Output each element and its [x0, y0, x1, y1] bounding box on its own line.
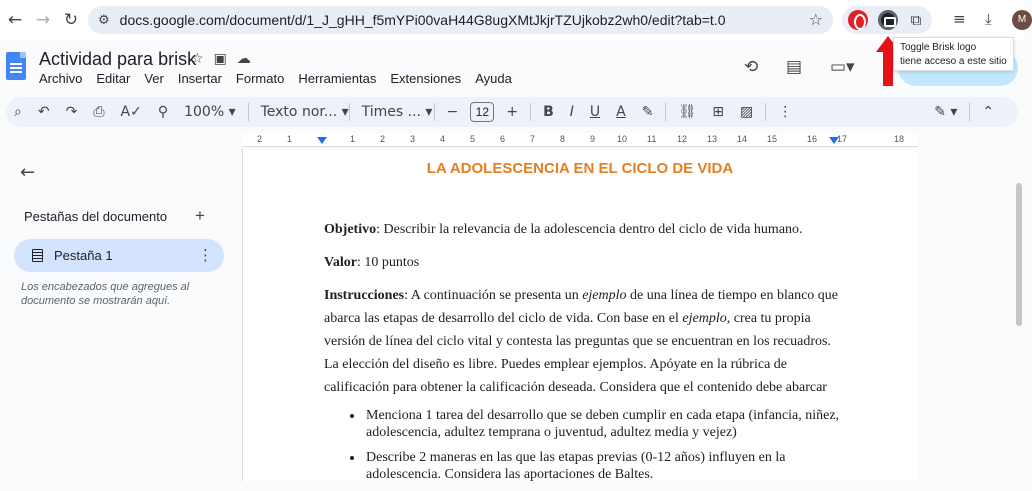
text-color-icon[interactable]: A: [616, 104, 626, 120]
menu-bar: [39, 71, 526, 86]
opera-extension-icon[interactable]: [848, 10, 868, 30]
ruler-tick: 10: [617, 134, 628, 144]
zoom-select[interactable]: 100% ▾: [184, 104, 236, 120]
ruler-tick: 18: [894, 134, 905, 144]
menu-ayuda[interactable]: Ayuda: [475, 71, 512, 86]
ruler-tick: 9: [590, 134, 596, 144]
menu-formato[interactable]: Formato: [235, 71, 285, 86]
style-select[interactable]: Texto nor... ▾: [260, 104, 349, 120]
instrucciones-text: , crea tu propia versión de línea del ciclo vital y contesta las preguntas que se encuentran en los recuadros. La elección del diseño es libre. Puedes emplear ejemplos. Apóyate en la rúbrica de calificación para obtener la calificación deseada. Considera que el contenido debe abarcar: [324, 311, 831, 395]
style-value: Texto nor...: [260, 104, 338, 120]
font-value: Times ...: [361, 104, 421, 120]
ruler-tick: 3: [410, 134, 416, 144]
sidebar-tab-item[interactable]: [14, 239, 224, 272]
ruler-tick: 11: [647, 134, 657, 144]
tooltip: [893, 37, 1014, 71]
objetivo-paragraph: [324, 218, 844, 241]
menu-editar[interactable]: Editar: [96, 71, 131, 86]
page-divider: [242, 148, 243, 481]
ruler-tick: 14: [737, 134, 748, 144]
site-info-icon[interactable]: ⚙: [98, 12, 110, 28]
valor-label: Valor: [324, 255, 357, 270]
ruler-tick: 4: [440, 134, 446, 144]
right-indent-marker[interactable]: [829, 137, 839, 144]
highlight-icon[interactable]: ✎: [641, 104, 654, 120]
ruler-tick: 16: [807, 134, 818, 144]
redo-icon[interactable]: ↷: [65, 104, 78, 120]
toolbar-divider: [434, 103, 435, 121]
tooltip-line1: Toggle Brisk logo: [900, 42, 977, 53]
ruler-tick: 17: [837, 134, 848, 144]
sidebar-heading: Pestañas del documento: [24, 209, 168, 224]
ruler-tick: 1: [287, 134, 293, 144]
download-icon[interactable]: ⤓: [985, 10, 992, 28]
objetivo-label: Objetivo: [324, 222, 377, 237]
list-item: • Describe 2 maneras en las que las etapas previas (0-12 años) influyen en la adolescencia. Considera las aportaciones de Baltes.: [364, 449, 844, 483]
print-icon[interactable]: ⎙: [93, 104, 105, 120]
ruler-tick: 13: [707, 134, 718, 144]
italic-icon[interactable]: I: [569, 104, 574, 120]
ruler-tick: 6: [500, 134, 506, 144]
doc-body: [324, 218, 844, 491]
font-select[interactable]: Times ... ▾: [361, 104, 433, 120]
browser-toolbar: [0, 0, 1027, 40]
valor-paragraph: [324, 251, 844, 274]
paint-format-icon[interactable]: ⚲: [157, 104, 169, 120]
ruler-tick: 7: [530, 134, 536, 144]
tab-label: Pestaña 1: [54, 248, 113, 263]
forward-arrow-icon[interactable]: →: [35, 10, 51, 30]
doc-heading: LA ADOLESCENCIA EN EL CICLO DE VIDA: [426, 160, 734, 177]
docs-logo-icon[interactable]: [6, 52, 26, 80]
ruler-tick: 8: [560, 134, 566, 144]
toolbar-divider: [665, 103, 666, 121]
font-size-input[interactable]: 12: [470, 102, 494, 122]
toolbar-divider: [530, 103, 531, 121]
comments-icon[interactable]: ▤: [786, 57, 803, 77]
ruler[interactable]: [242, 133, 918, 147]
reload-icon[interactable]: ↻: [63, 10, 79, 30]
bold-icon[interactable]: B: [543, 104, 554, 120]
ruler-tick: 2: [257, 134, 263, 144]
content-bullet-list: [364, 407, 844, 483]
address-bar[interactable]: [88, 6, 833, 34]
ruler-tick: 2: [380, 134, 386, 144]
add-tab-icon[interactable]: +: [195, 206, 205, 225]
toolbar-divider: [349, 103, 350, 121]
search-menus-icon[interactable]: ⌕: [14, 104, 22, 120]
ruler-tick: 5: [470, 134, 476, 144]
document-tabs-sidebar: [0, 148, 242, 481]
collapse-menus-icon[interactable]: ⌃: [982, 104, 995, 120]
left-indent-marker[interactable]: [317, 137, 327, 144]
instrucciones-label: Instrucciones: [324, 288, 405, 303]
menu-archivo[interactable]: Archivo: [39, 71, 83, 86]
ruler-tick: 15: [767, 134, 778, 144]
vertical-scrollbar[interactable]: [1016, 183, 1022, 326]
tab-more-icon[interactable]: ⋮: [198, 246, 213, 264]
instrucciones-text: : A continuación se presenta un: [404, 288, 583, 303]
cloud-status-icon[interactable]: ☁: [236, 51, 261, 67]
ruler-tick: 12: [677, 134, 688, 144]
extensions-puzzle-icon[interactable]: ⧉: [910, 11, 922, 29]
underline-icon[interactable]: U: [589, 104, 601, 120]
toolbar-divider: [248, 103, 249, 121]
increase-font-size-icon[interactable]: +: [506, 104, 519, 120]
instrucciones-emphasis: ejemplo: [582, 288, 627, 303]
zoom-value: 100%: [184, 104, 225, 120]
toolbar-divider: [765, 103, 766, 121]
move-folder-icon[interactable]: ▣: [213, 51, 237, 67]
back-arrow-icon[interactable]: ←: [7, 10, 23, 30]
menu-herramientas[interactable]: Herramientas: [298, 71, 377, 86]
more-options-icon[interactable]: ⋮: [778, 104, 793, 120]
insert-image-icon[interactable]: ▨: [739, 104, 754, 120]
url-text[interactable]: docs.google.com/document/d/1_J_gHH_f5mYPi00vaH44G8ugXMtJkjrTZUjkobz2wh0/edit?tab=t.0: [119, 12, 726, 28]
instrucciones-emphasis: ejemplo: [682, 311, 727, 326]
menu-extensiones[interactable]: Extensiones: [390, 71, 462, 86]
title-icons: [191, 51, 261, 67]
undo-icon[interactable]: ↶: [37, 104, 50, 120]
format-toolbar: [6, 97, 1018, 127]
instrucciones-paragraph: [324, 284, 844, 399]
editing-mode-icon[interactable]: ✎ ▾: [934, 104, 958, 120]
menu-insertar[interactable]: Insertar: [177, 71, 222, 86]
extensions-area: [842, 6, 932, 34]
add-comment-icon[interactable]: ⊞: [712, 104, 724, 120]
menu-ver[interactable]: Ver: [144, 71, 164, 86]
document-icon: [32, 249, 43, 262]
ruler-tick: 1: [350, 134, 356, 144]
toolbar-divider: [969, 103, 970, 121]
doc-header: [0, 40, 1024, 96]
doc-title[interactable]: Actividad para brisk: [39, 49, 197, 69]
reading-list-icon[interactable]: ≡: [953, 10, 966, 28]
decrease-font-size-icon[interactable]: −: [446, 104, 459, 120]
version-history-icon[interactable]: ⟲: [744, 57, 759, 77]
list-item: • Menciona 1 tarea del desarrollo que se deben cumplir en cada etapa (infancia, niñez, adolescencia, adultez temprana o juventud, adultez media y vejez): [364, 407, 844, 441]
close-outline-arrow-icon[interactable]: ←: [20, 162, 36, 183]
brisk-extension-icon[interactable]: [878, 10, 898, 30]
document-page[interactable]: [242, 148, 918, 481]
spellcheck-icon[interactable]: A✓: [120, 104, 142, 120]
tooltip-line2: tiene acceso a este sitio: [900, 56, 1007, 67]
meet-camera-icon[interactable]: ▭▾: [830, 57, 855, 77]
insert-link-icon[interactable]: ⛓: [678, 104, 697, 120]
star-icon[interactable]: ☆: [191, 51, 214, 67]
objetivo-text: : Describir la relevancia de la adolescencia dentro del ciclo de vida humano.: [376, 222, 803, 237]
profile-avatar[interactable]: M: [1012, 10, 1032, 30]
bookmark-star-icon[interactable]: ☆: [808, 10, 823, 29]
sidebar-note: Los encabezados que agregues al documento se mostrarán aquí.: [21, 281, 190, 307]
instrucciones-text: de una línea de tiempo en blanco que abarca las etapas de desarrollo del ciclo de vida. Con base en el: [324, 288, 839, 326]
valor-text: : 10 puntos: [356, 255, 420, 270]
